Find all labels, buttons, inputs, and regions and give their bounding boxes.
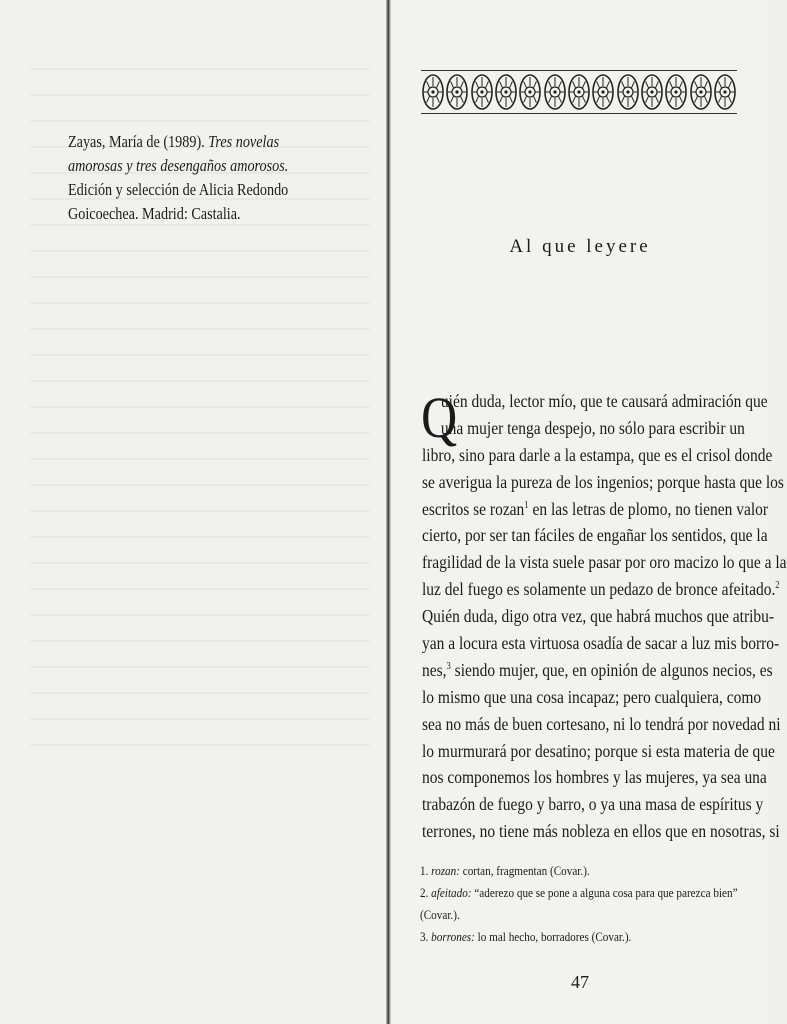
footnote bbox=[420, 860, 740, 882]
footnote bbox=[420, 882, 740, 904]
citation-author-year: Zayas, María de (1989). bbox=[68, 132, 209, 151]
text-segment: luz del fuego es solamente un pedazo de bronce afeitado. bbox=[422, 579, 776, 600]
footnote-number: 3. bbox=[420, 929, 429, 944]
citation-title-part2: amorosas y tres desengaños amorosos. bbox=[68, 156, 289, 175]
footnote-term: rozan: bbox=[431, 863, 460, 878]
ornament-rosette-icon bbox=[714, 73, 736, 111]
text-segment: nes, bbox=[422, 659, 447, 680]
page-number: 47 bbox=[571, 972, 589, 992]
text-line bbox=[422, 576, 780, 603]
footnote-text: cortan, fragmentan (Covar.). bbox=[459, 863, 590, 878]
drop-cap: Q bbox=[421, 385, 458, 450]
book-spine bbox=[386, 0, 391, 1024]
decorative-ornament-band bbox=[421, 70, 737, 114]
ornament-rosette-icon bbox=[544, 73, 566, 111]
footnote-term: borrones: bbox=[431, 929, 475, 944]
ornament-rosette-icon bbox=[568, 73, 590, 111]
text-line: terrones, no tiene más nobleza en ellos que en nosotras, si bbox=[422, 821, 780, 842]
chapter-title: Al que leyere bbox=[509, 236, 651, 257]
text-line: yan a locura esta virtuosa osadía de sacar a luz mis borro- bbox=[422, 633, 780, 654]
ornament-rosette-icon bbox=[519, 73, 541, 111]
ornament-rosette-icon bbox=[690, 73, 712, 111]
ornament-rosette-icon bbox=[592, 73, 614, 111]
text-segment: siendo mujer, que, en opinión de algunos necios, es bbox=[450, 659, 773, 680]
text-line: fragilidad de la vista suele pasar por oro macizo lo que a la bbox=[422, 552, 787, 573]
left-page bbox=[0, 0, 388, 1024]
footnote bbox=[420, 926, 740, 948]
ornament-rosette-icon bbox=[495, 73, 517, 111]
footnotes bbox=[420, 860, 740, 948]
footnote-ref: 1 bbox=[524, 499, 529, 511]
text-line: trabazón de fuego y barro, o ya una masa de espíritus y bbox=[422, 794, 764, 815]
footnote-number: 2. bbox=[420, 885, 429, 900]
text-line: lo murmurará por desatino; porque si esta materia de que bbox=[422, 740, 775, 761]
ornament-rosette-icon bbox=[641, 73, 663, 111]
footnote-ref: 2 bbox=[775, 580, 780, 592]
citation-title-part1: Tres novelas bbox=[208, 132, 280, 151]
text-line: cierto, por ser tan fáciles de engañar los sentidos, que la bbox=[422, 525, 768, 546]
ornament-rosette-icon bbox=[422, 73, 444, 111]
text-line: se averigua la pureza de los ingenios; porque hasta que los bbox=[422, 471, 784, 492]
footnote-number: 1. bbox=[420, 863, 429, 878]
text-line: una mujer tenga despejo, no sólo para escribir un bbox=[440, 417, 745, 438]
footnote-text: lo mal hecho, borradores (Covar.). bbox=[474, 929, 632, 944]
ornament-rosette-icon bbox=[446, 73, 468, 111]
footnote-continuation: (Covar.). bbox=[420, 907, 460, 922]
ornament-rosette-icon bbox=[617, 73, 639, 111]
text-line: uién duda, lector mío, que te causará admiración que bbox=[440, 391, 768, 411]
body-text bbox=[421, 385, 787, 845]
footnote-ref: 3 bbox=[446, 660, 451, 672]
citation-edition-line2: Goicoechea. Madrid: Castalia. bbox=[68, 204, 241, 223]
text-line: nos componemos los hombres y las mujeres, ya sea una bbox=[422, 767, 767, 788]
text-line bbox=[422, 496, 769, 523]
text-line bbox=[422, 657, 773, 684]
footnote-text: “aderezo que se pone a alguna cosa para que parezca bien” bbox=[471, 885, 738, 900]
ornament-rosette-icon bbox=[471, 73, 493, 111]
text-line: Quién duda, digo otra vez, que habrá muchos que atribu- bbox=[422, 606, 775, 627]
text-segment: en las letras de plomo, no tienen valor bbox=[528, 498, 769, 519]
text-line: lo mismo que una cosa incapaz; pero cualquiera, como bbox=[422, 686, 762, 707]
text-segment: escritos se rozan bbox=[422, 498, 525, 519]
text-line: sea no más de buen cortesano, ni lo tendrá por novedad ni bbox=[422, 713, 781, 734]
citation-edition-line1: Edición y selección de Alicia Redondo bbox=[68, 180, 289, 199]
text-line: libro, sino para darle a la estampa, que es el crisol donde bbox=[422, 444, 773, 465]
ornament-rosette-icon bbox=[665, 73, 687, 111]
bibliographic-citation bbox=[68, 130, 300, 226]
footnote-term: afeitado: bbox=[431, 885, 472, 900]
